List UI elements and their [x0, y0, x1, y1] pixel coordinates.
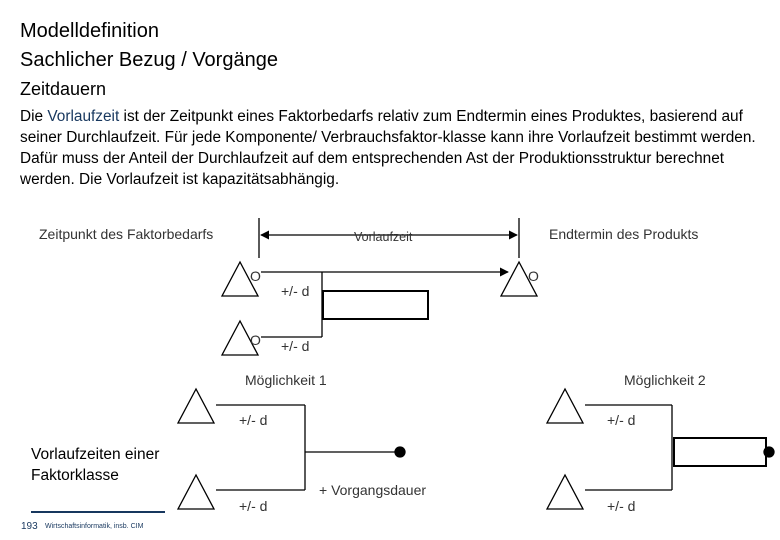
tolerance-m2-bottom: +/- d — [607, 498, 636, 514]
label-endtermin: Endtermin des Produkts — [549, 226, 699, 242]
paragraph-pre: Die — [20, 108, 48, 125]
footer-text: Wirtschaftsinformatik, insb. CIM — [45, 523, 144, 530]
tolerance-m2-top: +/- d — [607, 412, 636, 428]
node-mark-1: O — [250, 268, 261, 284]
paragraph-post: ist der Zeitpunkt eines Faktorbedarfs relativ zum Endtermin eines Produktes, basierend auf seiner Durchlaufzeit. Für jede Komponente/ Verbrauchsfaktor-klasse kann ihre Vorlaufzeit bestimmt werden. Dafür muss der Anteil der Durchlaufzeit auf dem entsprechenden Ast der Produktionsstruktur berechnet werden. Die Vorlaufzeit ist kapazitätsabhängig. — [20, 108, 756, 188]
tolerance-m1-top: +/- d — [239, 412, 268, 428]
label-moeglichkeit-2: Möglichkeit 2 — [624, 372, 706, 388]
m2-operation-box — [674, 438, 766, 466]
footer-rule — [31, 511, 165, 513]
page-number: 193 — [21, 521, 38, 532]
label-vorlaufzeit: Vorlaufzeit — [354, 230, 413, 244]
page-title-line1: Modelldefinition — [20, 20, 159, 42]
highlight-term: Vorlaufzeit — [47, 108, 120, 125]
node-mark-3: O — [250, 332, 261, 348]
tolerance-m1-bottom: +/- d — [239, 498, 268, 514]
triangle-m2-bottom — [547, 475, 583, 509]
triangle-m1-top — [178, 389, 214, 423]
tolerance-upper: +/- d — [281, 283, 310, 299]
label-vorlaufzeiten-faktorklasse: Vorlaufzeiten einer Faktorklasse — [31, 446, 160, 484]
triangle-m2-top — [547, 389, 583, 423]
section-subtitle: Zeitdauern — [20, 79, 107, 99]
operation-box — [323, 291, 428, 319]
m2-node-dot — [764, 447, 774, 457]
node-mark-2: O — [528, 268, 539, 284]
m1-node-dot — [395, 447, 405, 457]
label-moeglichkeit-1: Möglichkeit 1 — [245, 372, 327, 388]
page-title-line2: Sachlicher Bezug / Vorgänge — [20, 49, 278, 71]
label-zeitpunkt: Zeitpunkt des Faktorbedarfs — [39, 226, 214, 242]
label-vorgangsdauer: + Vorgangsdauer — [319, 482, 427, 498]
tolerance-lower: +/- d — [281, 338, 310, 354]
